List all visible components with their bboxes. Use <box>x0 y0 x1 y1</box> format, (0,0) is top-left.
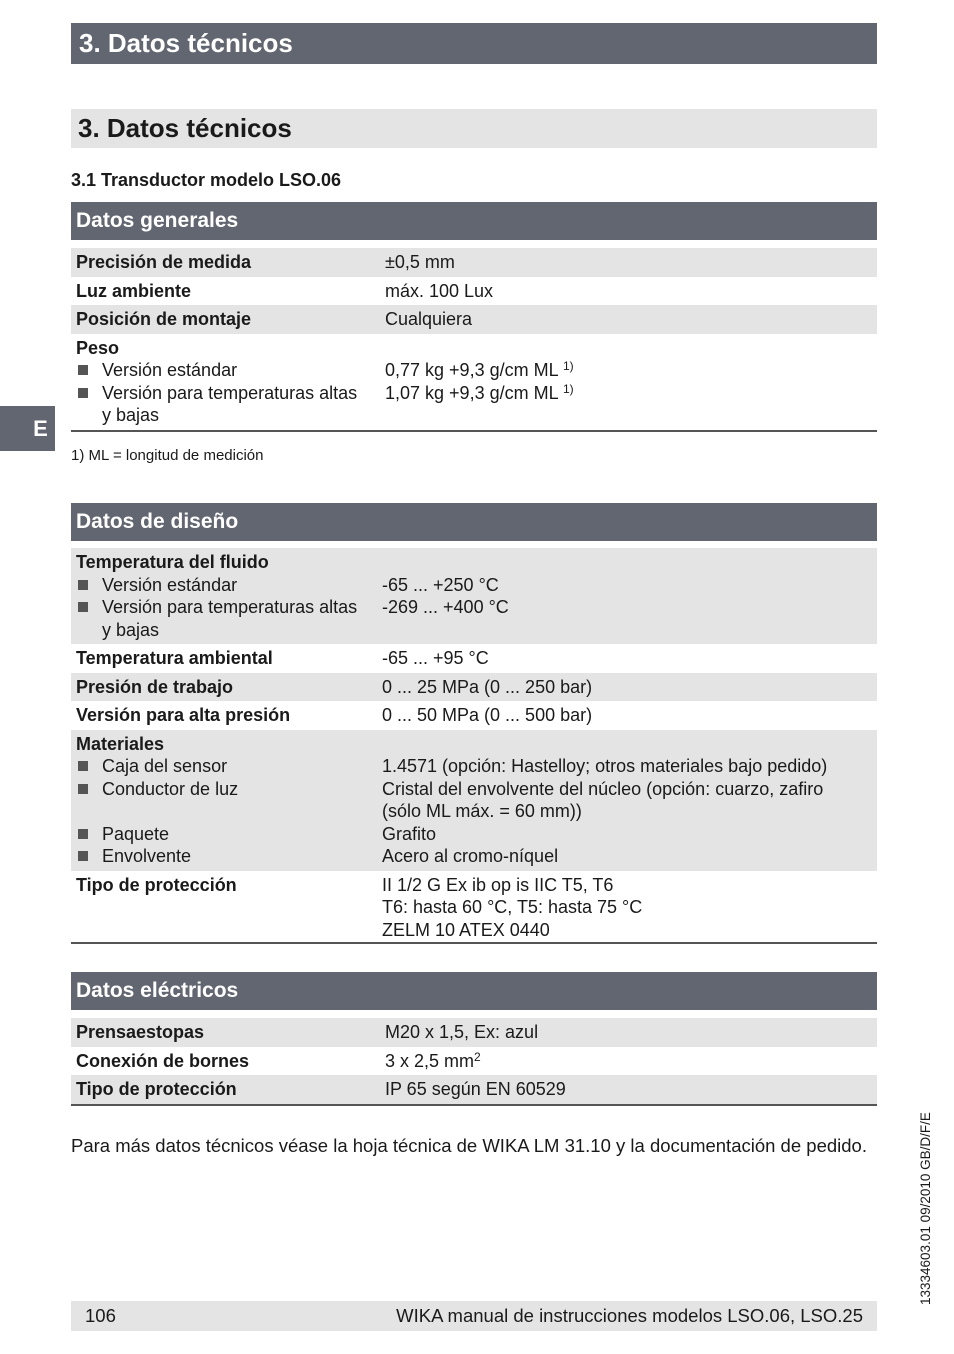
bullet-square-icon <box>76 359 102 382</box>
bullet-square-icon <box>76 778 102 801</box>
bullet-square-icon <box>76 845 102 868</box>
table-row-fluid-temp <box>71 548 877 644</box>
row-value: 1.4571 (opción: Hastelloy; otros materiales bajo pedido) <box>382 756 828 776</box>
row-value: 3 x 2,5 $mm^2$ <box>385 1049 481 1071</box>
row-label: Temperatura ambiental <box>76 648 273 668</box>
list-item: Versión para temperaturas altas <box>76 382 381 405</box>
row-value: -65 ... +95 °C <box>382 648 489 668</box>
row-label: Tipo de protección <box>76 874 237 895</box>
table-row-materials <box>71 730 877 871</box>
section-title: 3. Datos técnicos <box>71 109 877 148</box>
row-value: M20 x 1,5, Ex: azul <box>385 1022 539 1042</box>
footer-title: WIKA manual de instrucciones modelos LSO.06, LSO.25 <box>396 1305 863 1326</box>
table-row <box>71 248 877 277</box>
chapter-header: 3. Datos técnicos <box>71 23 877 64</box>
list-item: Paquete <box>76 823 381 846</box>
list-item: Envolvente <box>76 845 381 868</box>
row-label: Versión para alta presión <box>76 705 291 725</box>
list-item-continued: y bajas <box>102 619 160 640</box>
footnote: 1) ML = longitud de medición <box>71 447 264 464</box>
list-item: Versión para temperaturas altas <box>76 596 381 619</box>
row-label: Materiales <box>76 733 165 754</box>
row-value: ZELM 10 ATEX 0440 <box>382 919 550 940</box>
superscript: 2 <box>474 1049 481 1064</box>
row-value: IP 65 según EN 60529 <box>385 1079 566 1099</box>
row-label: Presión de trabajo <box>76 676 234 697</box>
row-value: T6: hasta 60 °C, T5: hasta 75 °C <box>382 897 643 917</box>
table-row <box>71 1047 877 1076</box>
row-value: -65 ... +250 °C <box>382 574 499 595</box>
row-label: Prensaestopas <box>76 1022 205 1042</box>
row-label: Peso <box>76 337 120 358</box>
list-item: Versión estándar <box>76 359 381 382</box>
row-value: -269 ... +400 °C <box>382 597 509 617</box>
list-item-continued: y bajas <box>102 405 160 425</box>
table-row <box>71 1075 877 1104</box>
row-label: Tipo de protección <box>76 1079 237 1099</box>
footnote-ref: 1) <box>562 381 574 396</box>
list-item: Versión estándar <box>76 574 381 597</box>
row-value: Cristal del envolvente del núcleo (opción: cuarzo, zafiro <box>382 778 824 799</box>
table-row-weight <box>71 334 877 430</box>
general-data-heading: Datos generales <box>71 202 877 240</box>
row-value: ±0,5 mm <box>385 252 455 272</box>
list-item: Conductor de luz <box>76 778 381 801</box>
table-row-protection <box>71 871 877 943</box>
document-code: 13334603.01 09/2010 GB/D/F/E <box>918 1112 933 1305</box>
row-value: 0 ... 50 MPa (0 ... 500 bar) <box>382 705 593 725</box>
footnote-ref: 1) <box>562 359 574 373</box>
row-value: máx. 100 Lux <box>385 280 494 301</box>
list-item: Caja del sensor <box>76 755 381 778</box>
weight-value: 1,07 kg +9,3 g/cm ML $^{1)}$ <box>385 381 574 403</box>
row-label: Conexión de bornes <box>76 1050 250 1071</box>
subsection-title: 3.1 Transductor modelo LSO.06 <box>71 170 342 190</box>
bullet-square-icon <box>76 574 102 597</box>
design-data-table <box>71 548 877 944</box>
row-value: 0 ... 25 MPa (0 ... 250 bar) <box>382 676 593 697</box>
table-row <box>71 277 877 306</box>
row-label: Luz ambiente <box>76 280 192 301</box>
row-value: Grafito <box>382 823 437 844</box>
weight-value: 0,77 kg +9,3 g/cm ML $^{1)}$ <box>385 359 574 380</box>
row-value: II 1/2 G Ex ib op is IIC T5, T6 <box>382 874 614 895</box>
page-number: 106 <box>85 1305 116 1326</box>
row-value: Cualquiera <box>385 309 473 329</box>
table-row <box>71 673 877 702</box>
table-row <box>71 1018 877 1047</box>
language-tab: E <box>0 406 55 451</box>
electrical-data-heading: Datos eléctricos <box>71 972 877 1010</box>
row-value: Acero al cromo-níquel <box>382 846 559 866</box>
electrical-data-table <box>71 1018 877 1106</box>
bullet-square-icon <box>76 382 102 405</box>
table-row <box>71 305 877 334</box>
bullet-square-icon <box>76 596 102 619</box>
page-footer <box>71 1301 877 1331</box>
body-paragraph: Para más datos técnicos véase la hoja técnica de WIKA LM 31.10 y la documentación de pedido. <box>71 1135 867 1156</box>
bullet-square-icon <box>76 823 102 846</box>
bullet-square-icon <box>76 755 102 778</box>
design-data-heading: Datos de diseño <box>71 503 877 541</box>
row-label: Posición de montaje <box>76 309 252 329</box>
row-label: Temperatura del fluido <box>76 552 269 572</box>
row-label: Precisión de medida <box>76 252 252 272</box>
table-row <box>71 644 877 673</box>
general-data-table <box>71 248 877 432</box>
table-row <box>71 701 877 730</box>
row-value: (sólo ML máx. = 60 mm)) <box>382 801 582 821</box>
